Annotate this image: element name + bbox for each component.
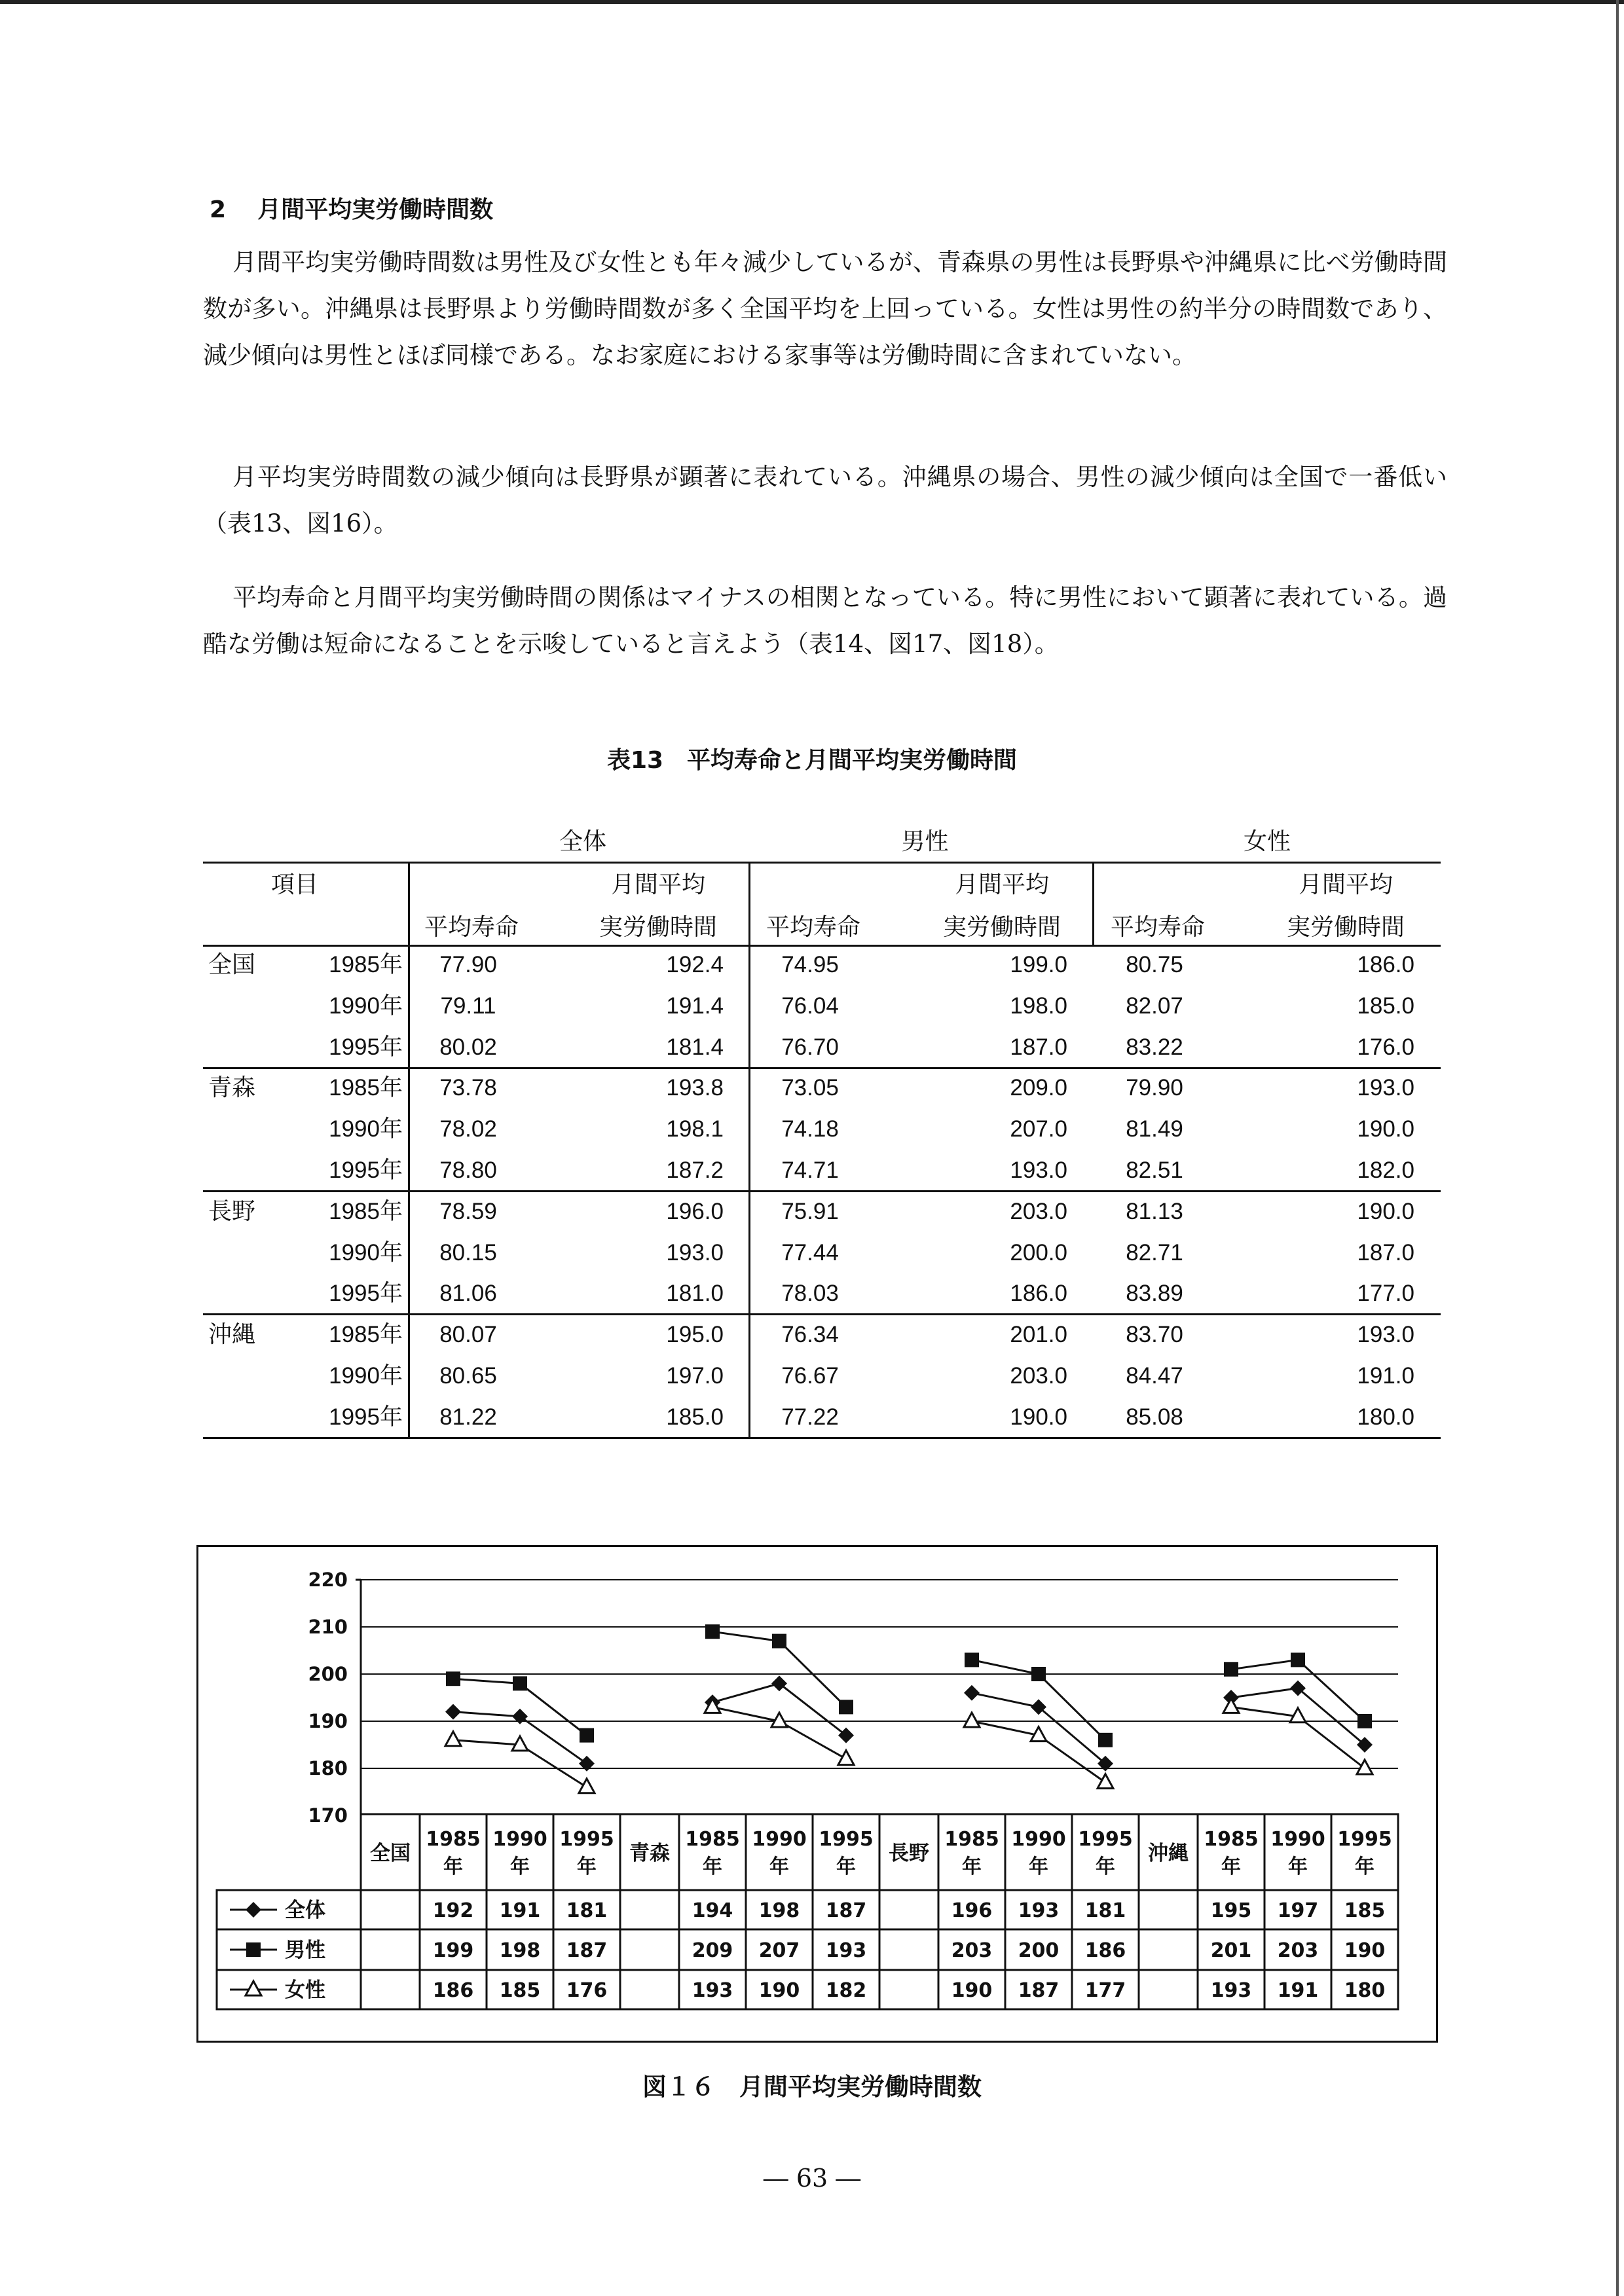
table-cell-m-hours: 201.0 bbox=[1010, 1322, 1067, 1348]
chart-canvas bbox=[198, 1547, 1436, 2041]
data-label: 200 bbox=[1018, 1939, 1060, 1962]
table-cell-f-life: 79.90 bbox=[1126, 1075, 1183, 1101]
table-cell-all-hours: 191.4 bbox=[666, 993, 724, 1019]
life-expectancy-hours-table bbox=[203, 825, 1441, 1440]
data-label: 203 bbox=[951, 1939, 993, 1962]
data-label: 191 bbox=[1277, 1979, 1319, 2002]
table-cell-f-life: 83.70 bbox=[1126, 1322, 1183, 1348]
table-cell-region: 沖縄 bbox=[208, 1321, 256, 1349]
table-cell-all-hours: 197.0 bbox=[666, 1363, 724, 1389]
legend-label: 女性 bbox=[285, 1978, 325, 2002]
year-label: 年 bbox=[1029, 1855, 1048, 1878]
data-point bbox=[965, 1652, 979, 1667]
paragraph: 月平均実労時間数の減少傾向は長野県が顕著に表れている。沖縄県の場合、男性の減少傾向は全国で一番低い（表13、図16）。 bbox=[203, 463, 1447, 538]
table-cell-f-hours: 186.0 bbox=[1357, 952, 1414, 977]
data-label: 181 bbox=[566, 1899, 608, 1922]
year-label: 年 bbox=[510, 1855, 530, 1878]
table-cell-region: 青森 bbox=[208, 1074, 256, 1102]
table-cell-year: 1990年 bbox=[329, 1116, 403, 1142]
data-point bbox=[1291, 1652, 1305, 1667]
data-label: 191 bbox=[499, 1899, 541, 1922]
table-cell-f-hours: 185.0 bbox=[1357, 993, 1414, 1019]
table-rule bbox=[203, 1190, 1441, 1192]
table-cell-all-hours: 192.4 bbox=[666, 952, 724, 977]
data-label: 180 bbox=[1344, 1979, 1386, 2002]
section-title: 月間平均実労働時間数 bbox=[257, 196, 494, 223]
table-cell-f-life: 84.47 bbox=[1126, 1363, 1183, 1389]
table-cell-all-life: 80.07 bbox=[439, 1322, 497, 1348]
table-cell-all-life: 78.59 bbox=[439, 1198, 497, 1224]
table-cell-all-hours: 193.8 bbox=[666, 1075, 724, 1101]
table-cell-m-hours: 203.0 bbox=[1010, 1198, 1067, 1224]
col-header-hours: 実労働時間 bbox=[1286, 914, 1405, 941]
year-label: 年 bbox=[1288, 1855, 1308, 1878]
table-cell-all-life: 78.02 bbox=[439, 1116, 497, 1142]
table-cell-all-hours: 195.0 bbox=[666, 1322, 724, 1348]
year-label: 1990 bbox=[492, 1828, 547, 1851]
table-cell-f-life: 81.13 bbox=[1126, 1198, 1183, 1224]
table-cell-all-life: 78.80 bbox=[439, 1157, 497, 1183]
table-cell-all-hours: 181.0 bbox=[666, 1281, 724, 1307]
table-cell-f-hours: 176.0 bbox=[1357, 1034, 1414, 1060]
col-header-life: 平均寿命 bbox=[766, 914, 860, 941]
data-point bbox=[1224, 1662, 1238, 1677]
year-label: 1990 bbox=[752, 1828, 807, 1851]
data-point bbox=[772, 1634, 786, 1649]
year-label: 1985 bbox=[685, 1828, 740, 1851]
data-label: 193 bbox=[825, 1939, 867, 1962]
y-tick-label: 190 bbox=[308, 1710, 348, 1732]
legend-label: 全体 bbox=[285, 1899, 325, 1922]
table-cell-year: 1995年 bbox=[329, 1404, 403, 1430]
data-point bbox=[445, 1704, 461, 1720]
data-label: 203 bbox=[1277, 1939, 1319, 1962]
table-cell-all-life: 77.90 bbox=[439, 952, 497, 977]
table-divider bbox=[1092, 862, 1094, 945]
table-cell-m-life: 74.95 bbox=[781, 952, 839, 977]
table-cell-f-life: 82.71 bbox=[1126, 1239, 1183, 1266]
table-cell-all-hours: 198.1 bbox=[666, 1116, 724, 1142]
monthly-hours-chart bbox=[196, 1545, 1438, 2043]
data-label: 190 bbox=[951, 1979, 993, 2002]
data-point bbox=[1098, 1774, 1113, 1789]
table-rule bbox=[203, 1067, 1441, 1069]
data-label: 186 bbox=[1084, 1939, 1126, 1962]
table-cell-m-hours: 198.0 bbox=[1010, 993, 1067, 1019]
table-cell-all-hours: 185.0 bbox=[666, 1404, 724, 1430]
table-cell-all-hours: 196.0 bbox=[666, 1198, 724, 1224]
data-label: 201 bbox=[1210, 1939, 1252, 1962]
legend-label: 男性 bbox=[285, 1939, 325, 1962]
year-label: 1985 bbox=[1204, 1828, 1259, 1851]
table-cell-m-life: 74.71 bbox=[781, 1157, 839, 1183]
table-rule bbox=[203, 1313, 1441, 1315]
table-cell-m-life: 76.70 bbox=[781, 1034, 839, 1060]
data-label: 199 bbox=[432, 1939, 474, 1962]
data-label: 186 bbox=[432, 1979, 474, 2002]
table-cell-year: 1995年 bbox=[329, 1281, 403, 1307]
year-label: 1995 bbox=[559, 1828, 614, 1851]
col-header-life: 平均寿命 bbox=[424, 914, 519, 941]
data-label: 187 bbox=[566, 1939, 608, 1962]
data-label: 209 bbox=[692, 1939, 733, 1962]
data-point bbox=[512, 1709, 528, 1724]
data-point bbox=[839, 1700, 853, 1714]
table-cell-m-hours: 209.0 bbox=[1010, 1075, 1067, 1101]
data-point bbox=[579, 1779, 595, 1793]
col-header-hours: 月間平均 bbox=[954, 871, 1049, 898]
data-point bbox=[964, 1685, 980, 1701]
year-label: 1995 bbox=[819, 1828, 874, 1851]
data-label: 187 bbox=[825, 1899, 867, 1922]
table-cell-region: 全国 bbox=[208, 951, 256, 978]
legend-marker bbox=[246, 1981, 261, 1995]
data-label: 187 bbox=[1018, 1979, 1060, 2002]
year-label: 1990 bbox=[1011, 1828, 1066, 1851]
paragraph: 平均寿命と月間平均実労働時間の関係はマイナスの相関となっている。特に男性において顕著に表れている。過酷な労働は短命になることを示唆していると言えよう（表14、図17、図18）。 bbox=[203, 583, 1447, 658]
table-cell-m-life: 76.04 bbox=[781, 993, 839, 1019]
data-point bbox=[580, 1728, 594, 1743]
legend-marker bbox=[246, 1902, 261, 1918]
data-point bbox=[1357, 1714, 1372, 1728]
table-cell-f-life: 85.08 bbox=[1126, 1404, 1183, 1430]
y-tick-label: 210 bbox=[308, 1616, 348, 1638]
data-label: 185 bbox=[499, 1979, 541, 2002]
table-cell-f-hours: 187.0 bbox=[1357, 1239, 1414, 1266]
data-label: 192 bbox=[432, 1899, 474, 1922]
y-tick-label: 220 bbox=[308, 1569, 348, 1591]
table-cell-f-hours: 191.0 bbox=[1357, 1363, 1414, 1389]
table-title: 表13 平均寿命と月間平均実労働時間 bbox=[606, 747, 1018, 774]
table-cell-m-hours: 200.0 bbox=[1010, 1239, 1067, 1266]
col-header-hours: 月間平均 bbox=[1298, 871, 1393, 898]
y-tick-label: 200 bbox=[308, 1663, 348, 1685]
table-cell-all-life: 81.06 bbox=[439, 1281, 497, 1307]
year-label: 1985 bbox=[944, 1828, 999, 1851]
col-header-hours: 実労働時間 bbox=[599, 914, 717, 941]
year-label: 年 bbox=[1096, 1855, 1115, 1878]
data-point bbox=[838, 1751, 854, 1765]
item-header: 項目 bbox=[270, 871, 318, 898]
table-cell-year: 1990年 bbox=[329, 1363, 403, 1389]
data-label: 190 bbox=[1344, 1939, 1386, 1962]
table-cell-f-hours: 182.0 bbox=[1357, 1157, 1414, 1183]
table-cell-year: 1985年 bbox=[329, 1322, 403, 1348]
table-cell-all-life: 79.11 bbox=[440, 993, 496, 1019]
table-cell-all-life: 80.02 bbox=[439, 1034, 497, 1060]
table-cell-f-hours: 180.0 bbox=[1357, 1404, 1414, 1430]
table-cell-m-hours: 203.0 bbox=[1010, 1363, 1067, 1389]
table-cell-year: 1990年 bbox=[329, 993, 403, 1019]
table-cell-m-hours: 187.0 bbox=[1010, 1034, 1067, 1060]
year-label: 年 bbox=[1221, 1855, 1241, 1878]
table-rule bbox=[203, 1437, 1441, 1439]
table-divider bbox=[748, 862, 750, 1439]
table-cell-all-hours: 193.0 bbox=[666, 1239, 724, 1266]
table-cell-f-life: 82.07 bbox=[1126, 993, 1183, 1019]
table-cell-m-life: 78.03 bbox=[781, 1281, 839, 1307]
table-cell-f-hours: 193.0 bbox=[1357, 1075, 1414, 1101]
table-cell-year: 1985年 bbox=[329, 1075, 403, 1101]
region-label: 青森 bbox=[629, 1842, 670, 1865]
data-point bbox=[964, 1713, 980, 1727]
table-cell-all-life: 80.65 bbox=[439, 1363, 497, 1389]
table-cell-f-life: 80.75 bbox=[1126, 952, 1183, 977]
table-cell-m-life: 75.91 bbox=[781, 1198, 839, 1224]
data-point bbox=[513, 1676, 527, 1690]
table-cell-m-life: 73.05 bbox=[781, 1075, 839, 1101]
table-cell-m-life: 77.22 bbox=[781, 1404, 839, 1430]
data-label: 176 bbox=[566, 1979, 608, 2002]
table-cell-f-life: 83.89 bbox=[1126, 1281, 1183, 1307]
group-header-all: 全体 bbox=[559, 828, 606, 855]
year-label: 年 bbox=[577, 1855, 597, 1878]
section-heading bbox=[210, 191, 493, 225]
year-label: 年 bbox=[962, 1855, 982, 1878]
table-cell-f-hours: 190.0 bbox=[1357, 1116, 1414, 1142]
table-cell-all-life: 80.15 bbox=[439, 1239, 497, 1266]
col-header-hours: 月間平均 bbox=[610, 871, 705, 898]
table-rule bbox=[203, 862, 1441, 864]
data-point bbox=[1031, 1667, 1046, 1681]
table-cell-all-hours: 187.2 bbox=[666, 1157, 724, 1183]
year-label: 1995 bbox=[1078, 1828, 1133, 1851]
data-label: 195 bbox=[1210, 1899, 1252, 1922]
data-point bbox=[1098, 1733, 1113, 1747]
table-cell-m-life: 74.18 bbox=[781, 1116, 839, 1142]
legend-marker bbox=[246, 1942, 261, 1957]
table-rule bbox=[203, 945, 1441, 947]
table-cell-year: 1985年 bbox=[329, 952, 403, 977]
page-number: ― 63 ― bbox=[763, 2164, 861, 2193]
data-label: 193 bbox=[1210, 1979, 1252, 2002]
group-header-male: 男性 bbox=[901, 828, 949, 855]
data-point bbox=[705, 1624, 720, 1639]
table-cell-all-life: 73.78 bbox=[439, 1075, 497, 1101]
table-cell-m-life: 76.67 bbox=[781, 1363, 839, 1389]
y-tick-label: 180 bbox=[308, 1757, 348, 1779]
data-label: 196 bbox=[951, 1899, 993, 1922]
data-label: 197 bbox=[1277, 1899, 1319, 1922]
data-point bbox=[579, 1756, 595, 1772]
data-point bbox=[445, 1732, 461, 1746]
table-cell-f-hours: 193.0 bbox=[1357, 1322, 1414, 1348]
table-cell-year: 1995年 bbox=[329, 1157, 403, 1183]
data-label: 181 bbox=[1084, 1899, 1126, 1922]
table-cell-m-life: 77.44 bbox=[781, 1239, 839, 1266]
data-point bbox=[446, 1671, 460, 1686]
table-cell-m-hours: 193.0 bbox=[1010, 1157, 1067, 1183]
data-label: 207 bbox=[758, 1939, 800, 1962]
page-edge bbox=[0, 0, 1624, 4]
table-cell-m-hours: 207.0 bbox=[1010, 1116, 1067, 1142]
table-cell-m-hours: 199.0 bbox=[1010, 952, 1067, 977]
data-label: 185 bbox=[1344, 1899, 1386, 1922]
year-label: 年 bbox=[1355, 1855, 1375, 1878]
data-point bbox=[1357, 1760, 1373, 1774]
table-cell-f-hours: 177.0 bbox=[1357, 1281, 1414, 1307]
table-cell-m-hours: 186.0 bbox=[1010, 1281, 1067, 1307]
table-cell-year: 1990年 bbox=[329, 1239, 403, 1266]
data-label: 193 bbox=[692, 1979, 733, 2002]
table-cell-m-hours: 190.0 bbox=[1010, 1404, 1067, 1430]
data-label: 177 bbox=[1084, 1979, 1126, 2002]
table-cell-f-life: 82.51 bbox=[1126, 1157, 1183, 1183]
table-cell-f-life: 81.49 bbox=[1126, 1116, 1183, 1142]
year-label: 1990 bbox=[1270, 1828, 1325, 1851]
table-cell-all-life: 81.22 bbox=[439, 1404, 497, 1430]
col-header-hours: 実労働時間 bbox=[942, 914, 1061, 941]
page-edge-right bbox=[1616, 0, 1619, 2296]
table-cell-f-life: 83.22 bbox=[1126, 1034, 1183, 1060]
year-label: 1995 bbox=[1337, 1828, 1392, 1851]
paragraph: 月間平均実労働時間数は男性及び女性とも年々減少しているが、青森県の男性は長野県や沖縄県に比べ労働時間数が多い。沖縄県は長野県より労働時間数が多く全国平均を上回っている。女性は男性の約半分の時間数であり、減少傾向は男性とほぼ同様である。なお家庭における家事等は労働時間に含まれていない。 bbox=[203, 248, 1447, 369]
table-cell-all-hours: 181.4 bbox=[666, 1034, 724, 1060]
section-number: 2 bbox=[210, 196, 227, 223]
data-label: 198 bbox=[499, 1939, 541, 1962]
region-label: 長野 bbox=[889, 1842, 929, 1865]
table-cell-m-life: 76.34 bbox=[781, 1322, 839, 1348]
year-label: 年 bbox=[769, 1855, 789, 1878]
region-label: 沖縄 bbox=[1148, 1842, 1189, 1865]
region-label: 全国 bbox=[370, 1842, 411, 1865]
table-divider bbox=[408, 862, 410, 1439]
data-label: 190 bbox=[758, 1979, 800, 2002]
table-cell-f-hours: 190.0 bbox=[1357, 1198, 1414, 1224]
table-cell-year: 1985年 bbox=[329, 1198, 403, 1224]
figure-caption: 図１６ 月間平均実労働時間数 bbox=[642, 2073, 982, 2101]
year-label: 1985 bbox=[426, 1828, 481, 1851]
data-label: 193 bbox=[1018, 1899, 1060, 1922]
table-cell-year: 1995年 bbox=[329, 1034, 403, 1060]
year-label: 年 bbox=[836, 1855, 856, 1878]
data-label: 182 bbox=[825, 1979, 867, 2002]
data-point bbox=[1223, 1698, 1239, 1713]
data-label: 198 bbox=[758, 1899, 800, 1922]
data-label: 194 bbox=[692, 1899, 733, 1922]
group-header-female: 女性 bbox=[1243, 828, 1291, 855]
year-label: 年 bbox=[443, 1855, 463, 1878]
y-tick-label: 170 bbox=[308, 1804, 348, 1827]
year-label: 年 bbox=[703, 1855, 722, 1878]
col-header-life: 平均寿命 bbox=[1110, 914, 1205, 941]
table-cell-region: 長野 bbox=[208, 1197, 256, 1225]
